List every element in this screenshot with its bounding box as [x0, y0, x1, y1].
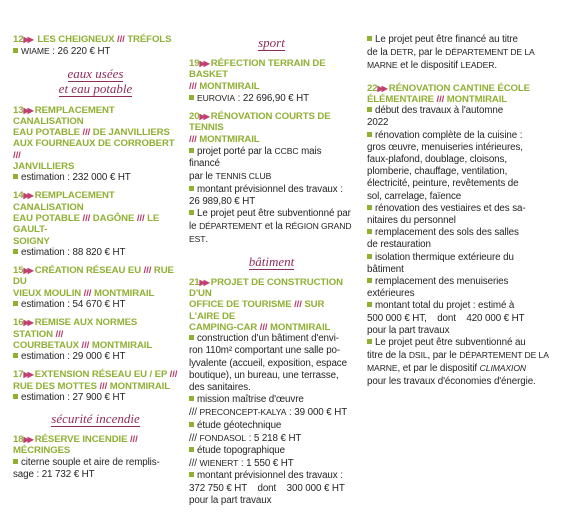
bullet-square-icon	[367, 302, 372, 307]
project-title: 20▶▶ RÉNOVATION COURTS DE TENNIS /// MONTMIRAIL	[189, 111, 331, 145]
separator: ///	[82, 213, 91, 225]
description-line: sage : 21 732 € HT	[13, 468, 95, 480]
description-line: Le projet peut être financé au titre	[367, 34, 553, 46]
description-line: titre de la DSIL, par le DÉPARTEMENT DE LA	[367, 350, 549, 362]
description-line: isolation thermique extérieure du	[367, 252, 553, 264]
description-line: /// WIENERT : 1 550 € HT	[189, 458, 294, 470]
project-18	[13, 434, 178, 481]
description-line: bâtiment	[367, 263, 404, 275]
bullet-square-icon	[189, 472, 194, 477]
description-line: citerne souple et aire de remplis-	[13, 457, 178, 469]
description-line: rénovation des vestiaires et des sa-	[367, 203, 553, 215]
description-line: projet porté par la CCBC mais financé	[189, 145, 322, 170]
separator: ///	[143, 265, 152, 277]
estimate-line: estimation : 29 000 € HT	[13, 351, 178, 363]
double-arrow-icon: ▶▶	[23, 105, 32, 115]
description-line: rénovation complète de la cuisine :	[367, 130, 553, 142]
project-16	[13, 317, 178, 363]
project-title: 21▶▶ PROJET DE CONSTRUCTION D'UN OFFICE DE TOURISME /// SUR L'AIRE DE CAMPING-CAR /// MONTMIRAIL	[189, 276, 343, 333]
project-12	[13, 34, 178, 59]
section-heading-eaux: eaux usées et eau potable	[58, 65, 133, 96]
project-title: 18▶▶ RÉSERVE INCENDIE /// MÉCRINGES	[13, 434, 138, 457]
description-line: étude géotechnique	[189, 420, 354, 432]
description-line: 372 750 € HT dont 300 000 € HT	[189, 482, 345, 494]
double-arrow-icon: ▶▶	[23, 318, 32, 328]
estimate-line: estimation : 27 900 € HT	[13, 392, 178, 404]
estimate-line: estimation : 232 000 € HT	[13, 172, 178, 184]
description-line: plomberie, chauffage, ventilation,	[367, 166, 508, 178]
description-line: montant prévisionnel des travaux :	[189, 184, 354, 196]
bullet-square-icon	[367, 229, 372, 234]
bullet-square-icon	[189, 422, 194, 427]
estimate-line: estimation : 54 670 € HT	[13, 299, 178, 311]
bullet-square-icon	[13, 249, 18, 254]
column-2	[189, 34, 354, 513]
separator: ///	[82, 127, 91, 139]
bullet-square-icon	[189, 335, 194, 340]
description-line: MARNE et le dispositif LEADER.	[367, 60, 497, 72]
bullet-square-icon	[367, 339, 372, 344]
project-title: 16▶▶ REMISE AUX NORMES STATION /// COURBETAUX /// MONTMIRAIL	[13, 317, 153, 351]
bullet-square-icon	[189, 95, 194, 100]
separator: ///	[81, 339, 90, 351]
project-20	[189, 111, 354, 247]
project-title: 22▶▶ RÉNOVATION CANTINE ÉCOLE ÉLÉMENTAIRE /// MONTMIRAIL	[367, 82, 530, 105]
bullet-square-icon	[13, 459, 18, 464]
bullet-square-icon	[367, 254, 372, 259]
separator: ///	[436, 93, 445, 105]
bullet-square-icon	[189, 186, 194, 191]
description-line: remplacement des sols des salles	[367, 227, 553, 239]
project-title: 12▶▶ LES CHEIGNEUX /// TRÉFOLS	[13, 34, 172, 45]
project-17	[13, 369, 178, 404]
separator: ///	[13, 149, 21, 161]
description-line: de restauration	[367, 239, 431, 251]
description-line: électricité, peinture, revêtements de	[367, 178, 519, 190]
description-line: /// FONDASOL : 5 218 € HT	[189, 432, 302, 444]
double-arrow-icon: ▶▶	[199, 112, 208, 122]
description-line: mission maîtrise d'œuvre	[189, 394, 354, 406]
section-heading-sport: sport	[258, 35, 285, 50]
double-arrow-icon: ▶▶	[23, 191, 32, 201]
description-line: remplacement des menuiseries	[367, 276, 553, 288]
description-line: de la DETR, par le DÉPARTEMENT DE LA	[367, 47, 535, 59]
project-19	[189, 58, 354, 105]
project-title: 15▶▶ CRÉATION RÉSEAU EU /// RUE DU VIEUX MOULIN /// MONTMIRAIL	[13, 265, 174, 299]
project-21	[189, 277, 354, 507]
bullet-square-icon	[13, 48, 18, 53]
double-arrow-icon: ▶▶	[23, 266, 32, 276]
bullet-square-icon	[13, 174, 18, 179]
cost-line: EUROVIA : 22 696,90 € HT	[189, 92, 354, 105]
description-line: pour la part travaux	[367, 324, 450, 336]
bullet-square-icon	[367, 107, 372, 112]
description-line: Le projet peut être subventionné par	[189, 208, 354, 220]
double-arrow-icon: ▶▶	[199, 277, 208, 287]
bullet-square-icon	[367, 278, 372, 283]
double-arrow-icon: ▶▶	[23, 370, 32, 380]
description-line: nitaires du personnel	[367, 215, 456, 227]
description-line: par le TENNIS CLUB	[189, 171, 272, 183]
description-line: extérieures	[367, 288, 415, 300]
bullet-square-icon	[189, 396, 194, 401]
description-line: Le projet peut être subventionné au	[367, 337, 553, 349]
description-line: début des travaux à l'automne	[367, 105, 553, 117]
double-arrow-icon: ▶▶	[23, 435, 32, 445]
separator: ///	[169, 369, 178, 381]
separator: ///	[83, 287, 92, 299]
description-line: des sanitaires.	[189, 381, 251, 393]
bullet-square-icon	[189, 210, 194, 215]
description-line: gros œuvre, menuiseries intérieures,	[367, 141, 523, 153]
description-line: /// PRECONCEPT-KALYA : 39 000 € HT	[189, 407, 348, 419]
bullet-square-icon	[189, 447, 194, 452]
description-line: lyvalente (accueil, exposition, espace	[189, 357, 347, 369]
description-line: pour les travaux d'économies d'énergie.	[367, 375, 536, 387]
bullet-square-icon	[367, 132, 372, 137]
description-line: 2022	[367, 117, 389, 129]
description-line: faux-plafond, doublage, cloisons,	[367, 154, 507, 166]
description-line: montant total du projet : estimé à	[367, 300, 553, 312]
column-1	[13, 34, 178, 487]
bullet-square-icon	[367, 36, 372, 41]
project-title: 14▶▶ REMPLACEMENT CANALISATION EAU POTABLE /// DAGÔNE /// LE GAULT- SOIGNY	[13, 190, 160, 247]
description-line: ron 110m² comportant une salle po-	[189, 345, 341, 357]
bullet-square-icon	[13, 301, 18, 306]
separator: ///	[189, 80, 197, 92]
project-title: 13▶▶ REMPLACEMENT CANALISATION EAU POTABLE /// DE JANVILLIERS AUX FOURNEAUX DE CORROBERT /// JANVILLIERS	[13, 104, 175, 172]
separator: ///	[55, 328, 64, 340]
description-line: étude topographique	[189, 445, 354, 457]
project-22	[367, 83, 553, 388]
separator: ///	[189, 133, 197, 145]
description-line: montant prévisionnel des travaux :	[189, 470, 354, 482]
project-21-continued	[367, 34, 553, 73]
project-14	[13, 190, 178, 259]
double-arrow-icon: ▶▶	[199, 59, 208, 68]
estimate-line: estimation : 88 820 € HT	[13, 247, 178, 259]
description-line: 500 000 € HT, dont 420 000 € HT	[367, 312, 525, 324]
bullet-square-icon	[13, 394, 18, 399]
double-arrow-icon: ▶▶	[377, 83, 386, 93]
project-title: 17▶▶ EXTENSION RÉSEAU EU / EP /// RUE DES MOTTES /// MONTMIRAIL	[13, 369, 178, 392]
section-heading-securite: sécurité incendie	[51, 411, 140, 427]
bullet-square-icon	[13, 353, 18, 358]
separator: ///	[136, 213, 145, 225]
separator: ///	[259, 321, 268, 333]
bullet-square-icon	[367, 205, 372, 210]
description-line: boutique), un bureau, une terrasse,	[189, 369, 339, 381]
description-line: 26 989,80 € HT	[189, 195, 256, 207]
double-arrow-icon: ▶▶	[23, 35, 32, 44]
separator: ///	[129, 434, 138, 446]
description-line: MARNE, et par le dispositif CLIMAXION	[367, 363, 527, 375]
project-15	[13, 265, 178, 311]
section-heading-batiment: bâtiment	[248, 253, 295, 269]
column-3	[367, 34, 553, 394]
bullet-square-icon	[189, 148, 194, 153]
description-line: le DÉPARTEMENT et la RÉGION GRAND EST.	[189, 221, 352, 246]
cost-line: WIAME : 26 220 € HT	[13, 45, 178, 58]
description-line: pour la part travaux	[189, 494, 272, 506]
separator: ///	[99, 380, 108, 392]
project-13	[13, 105, 178, 185]
project-title: 19▶▶ RÉFECTION TERRAIN DE BASKET /// MONTMIRAIL	[189, 58, 326, 92]
description-line: sol, carrelage, faïence	[367, 190, 462, 202]
separator: ///	[294, 299, 302, 311]
description-line: construction d'un bâtiment d'envi-	[189, 333, 354, 345]
